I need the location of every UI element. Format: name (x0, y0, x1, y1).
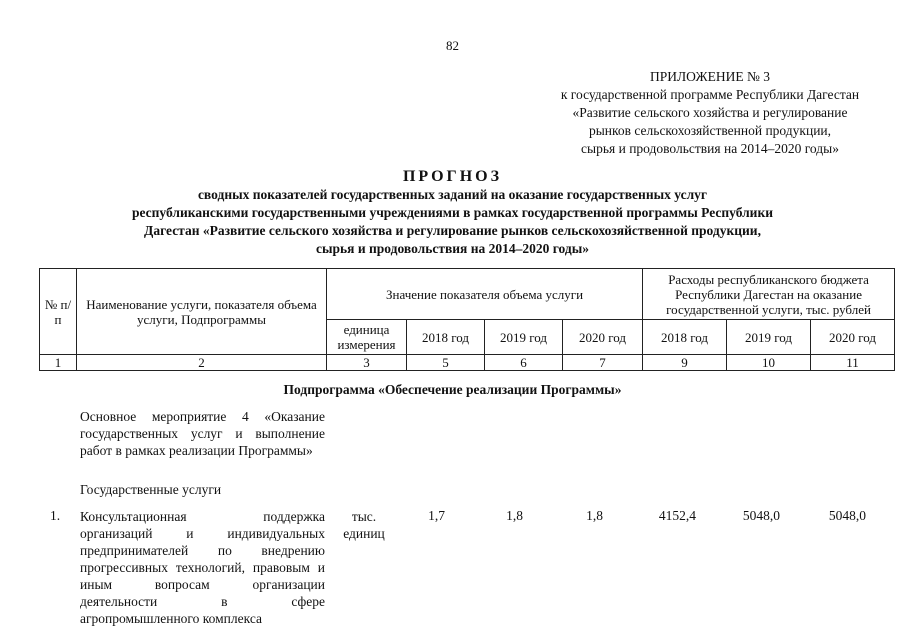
subtitle-line: Дагестан «Развитие сельского хозяйства и регулирование рынков сельскохозяйственной продукции, (144, 223, 761, 238)
header-year: 2018 год (407, 320, 485, 355)
row-unit: тыс. единиц (343, 509, 385, 541)
row-value-2018: 1,7 (428, 508, 445, 523)
row-number: 1. (50, 508, 61, 523)
appendix-line: рынков сельскохозяйственной продукции, (588, 123, 832, 138)
appendix-line: «Развитие сельского хозяйства и регулирование (572, 105, 848, 120)
services-label: Государственные услуги (80, 482, 222, 497)
row-service-name: Консультационная поддержка организаций и индивидуальных предпринимателей по внедрению прогрессивных технологий, правовым и иным вопросам организации деятельности в сфере агропромышленного комплекса (80, 509, 325, 626)
row-value-2020: 1,8 (586, 508, 603, 523)
column-number: 2 (77, 355, 327, 371)
subtitle-line: республиканскими государственными учреждениями в рамках государственной программы Республики (131, 205, 774, 220)
header-indicator-group: Значение показателя объема услуги (327, 269, 643, 320)
header-year: 2019 год (727, 320, 811, 355)
page-number: 82 (446, 38, 459, 53)
document-subtitle (40, 186, 865, 258)
row-expense-2019: 5048,0 (742, 508, 780, 523)
subtitle-line: сырья и продовольствия на 2014–2020 годы» (315, 241, 590, 256)
row-value-2019: 1,8 (506, 508, 523, 523)
column-number: 3 (327, 355, 407, 371)
document-title: ПРОГНОЗ (402, 168, 503, 185)
main-measure: Основное мероприятие 4 «Оказание государственных услуг и выполнение работ в рамках реализации Программы» (80, 409, 325, 458)
column-number: 6 (485, 355, 563, 371)
appendix-block (500, 68, 905, 158)
header-year: 2018 год (643, 320, 727, 355)
header-unit: единица измерения (327, 320, 407, 355)
row-expense-2020: 5048,0 (828, 508, 866, 523)
column-number: 10 (727, 355, 811, 371)
row-expense-2018: 4152,4 (658, 508, 696, 523)
subtitle-line: сводных показателей государственных заданий на оказание государственных услуг (197, 187, 708, 202)
header-expense-group: Расходы республиканского бюджета Республики Дагестан на оказание государственной услуги, тыс. рублей (643, 269, 895, 320)
subprogram-heading: Подпрограмма «Обеспечение реализации Программы» (283, 382, 622, 397)
header-year: 2020 год (811, 320, 895, 355)
column-number: 11 (811, 355, 895, 371)
appendix-line: ПРИЛОЖЕНИЕ № 3 (649, 69, 771, 84)
header-year: 2020 год (563, 320, 643, 355)
column-number: 9 (643, 355, 727, 371)
column-number: 7 (563, 355, 643, 371)
appendix-line: сырья и продовольствия на 2014–2020 годы» (581, 141, 839, 156)
column-number: 1 (40, 355, 77, 371)
header-name: Наименование услуги, показателя объема услуги, Подпрограммы (77, 269, 327, 355)
header-num: № п/п (40, 269, 77, 355)
header-year: 2019 год (485, 320, 563, 355)
forecast-table-header (39, 268, 895, 371)
appendix-line: к государственной программе Республики Дагестан (560, 87, 860, 102)
column-number: 5 (407, 355, 485, 371)
